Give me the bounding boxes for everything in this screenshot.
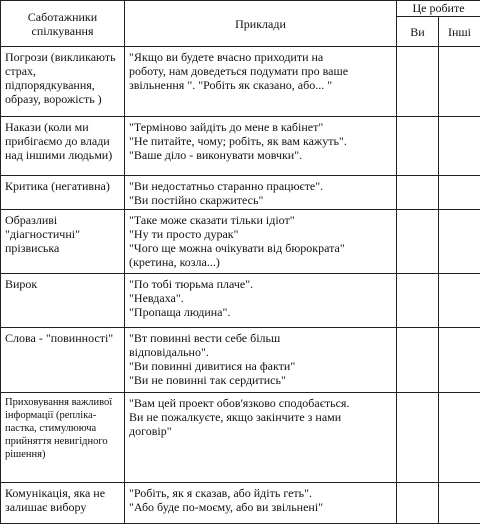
table-row (1, 176, 480, 210)
others-cell[interactable] (439, 176, 480, 210)
header-row-1 (1, 1, 480, 17)
others-cell[interactable] (439, 274, 480, 328)
table-row (1, 328, 480, 393)
example-line: "Не питайте, чому; робіть, як вам кажуть". (129, 134, 347, 148)
row-examples (125, 393, 397, 483)
you-cell[interactable] (397, 210, 439, 274)
you-cell[interactable] (397, 483, 439, 524)
you-cell[interactable] (397, 393, 439, 483)
you-cell[interactable] (397, 117, 439, 176)
example-line: договір" (129, 424, 172, 438)
example-line: "Вам цей проект обов'язково сподобається. (129, 396, 350, 410)
example-line: (кретина, козла...) (129, 255, 220, 269)
example-line: "Ви не повинні так сердитись" (129, 373, 286, 387)
you-cell[interactable] (397, 328, 439, 393)
example-line: "Або буде по-моєму, або ви звільнені" (129, 500, 324, 514)
others-cell[interactable] (439, 393, 480, 483)
example-line: "Невдаха". (129, 291, 184, 305)
table-row (1, 274, 480, 328)
row-examples (125, 210, 397, 274)
example-line: "Вт повинні вести себе більш (129, 331, 281, 345)
row-type: Образливі "діагностичні" прізвиська (1, 210, 125, 274)
row-examples (125, 47, 397, 117)
example-line: "Ви постійно скаржитесь" (129, 193, 264, 207)
example-line: "Робіть, як я сказав, або йдіть геть". (129, 486, 313, 500)
example-line: "Ну ти просто дурак" (129, 227, 239, 241)
others-cell[interactable] (439, 328, 480, 393)
row-type: Слова - "повинності" (1, 328, 125, 393)
others-cell[interactable] (439, 210, 480, 274)
you-cell[interactable] (397, 47, 439, 117)
you-cell[interactable] (397, 274, 439, 328)
table-row (1, 483, 480, 524)
row-examples (125, 274, 397, 328)
others-cell[interactable] (439, 483, 480, 524)
row-type: Вирок (1, 274, 125, 328)
others-cell[interactable] (439, 47, 480, 117)
example-line: Ви не пожалкуєте, якщо закінчите з нами (129, 410, 342, 424)
example-line: "Таке може сказати тільки ідіот" (129, 213, 295, 227)
row-examples (125, 117, 397, 176)
table-row (1, 117, 480, 176)
example-line: роботу, нам доведеться подумати про ваше (129, 64, 349, 78)
row-type: Накази (коли ми прибігаємо до влади над іншими людьми) (1, 117, 125, 176)
row-examples (125, 328, 397, 393)
row-type: Критика (негативна) (1, 176, 125, 210)
row-type: Комунікація, яка не залишає вибору (1, 483, 125, 524)
others-cell[interactable] (439, 117, 480, 176)
row-type: Погрози (викликають страх, підпорядкування, образу, ворожість ) (1, 47, 125, 117)
example-line: "Якщо ви будете вчасно приходити на (129, 50, 324, 64)
row-type: Приховування важливої інформації (репліка-пастка, стимулююча прийняття невигідного рішення) (1, 393, 125, 483)
example-line: звільнення ". "Робіть як сказано, або... " (129, 78, 333, 92)
example-line: "Ви повинні дивитися на факти" (129, 359, 296, 373)
you-cell[interactable] (397, 176, 439, 210)
header-examples: Приклади (125, 1, 397, 47)
example-line: "Ви недостатньо старанно працюєте". (129, 179, 324, 193)
table-row (1, 210, 480, 274)
header-types: Саботажники спілкування (1, 1, 125, 47)
row-examples (125, 483, 397, 524)
example-line: "Чого ще можна очікувати від бюрократа" (129, 241, 345, 255)
example-line: "По тобі тюрьма плаче". (129, 277, 254, 291)
header-others: Інші (439, 17, 480, 47)
table-row (1, 393, 480, 483)
row-examples (125, 176, 397, 210)
example-line: "Ваше діло - виконувати мовчки". (129, 148, 303, 162)
header-action: Це робите (397, 1, 480, 17)
header-you: Ви (397, 17, 439, 47)
example-line: відповідально". (129, 345, 209, 359)
table-row (1, 47, 480, 117)
example-line: "Терміново зайдіть до мене в кабінет" (129, 120, 324, 134)
example-line: "Пропаща людина". (129, 305, 231, 319)
